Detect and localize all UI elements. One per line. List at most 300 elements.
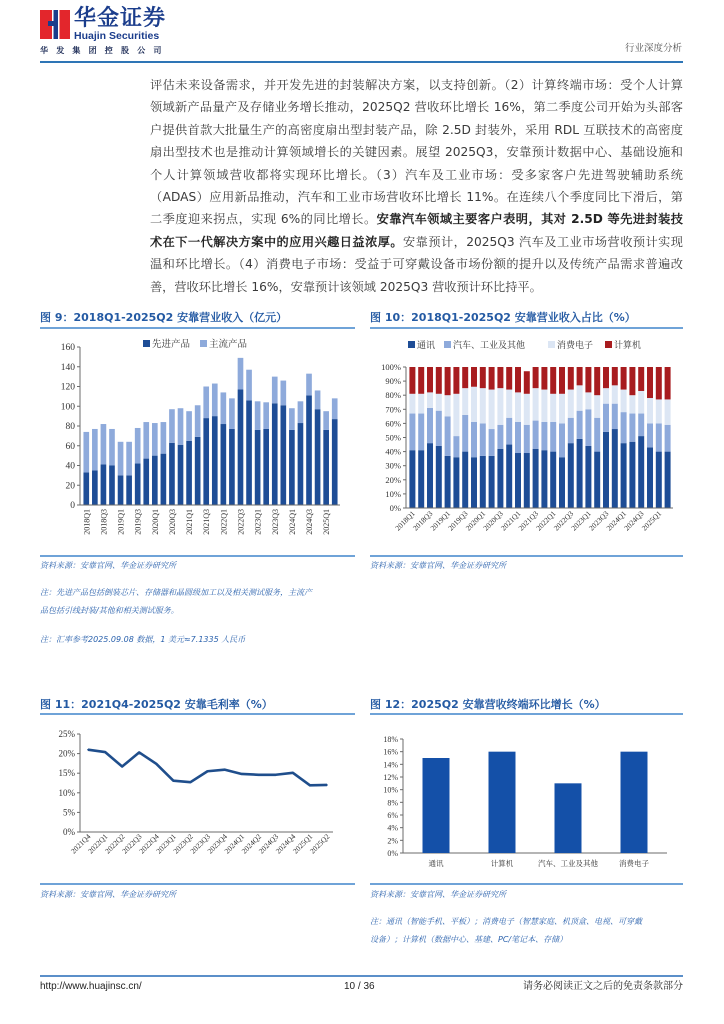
- bar-automotive-industrial: [515, 422, 521, 453]
- x-tick-label: 2024Q3: [305, 509, 315, 535]
- legend-swatch: [605, 341, 612, 348]
- x-tick-label: 2024Q4: [273, 832, 298, 856]
- bar-automotive-industrial: [427, 408, 433, 443]
- bar-mainstream: [246, 370, 252, 401]
- bar-mainstream: [306, 374, 312, 396]
- bar-mainstream: [186, 411, 192, 441]
- y-tick-label: 100: [60, 402, 75, 413]
- y-tick-label: 20%: [385, 474, 401, 485]
- bar-mainstream: [229, 398, 235, 429]
- bar-advanced: [298, 423, 304, 505]
- bar-advanced: [143, 459, 149, 505]
- data-point: [87, 749, 89, 751]
- bar-consumer: [497, 388, 503, 425]
- x-tick-label: 2024Q1: [222, 832, 247, 856]
- y-tick-label: 10%: [383, 785, 398, 795]
- figure-12-note: 设备）；计算机（数据中心、基建、PC/笔记本、存储）: [370, 935, 568, 944]
- bar-mainstream: [143, 422, 149, 459]
- bar-communications: [480, 456, 486, 508]
- bar-automotive-industrial: [480, 423, 486, 455]
- y-tick-label: 60%: [385, 418, 401, 429]
- bar-mainstream: [332, 398, 338, 419]
- y-tick-label: 25%: [58, 729, 75, 739]
- bar-advanced: [152, 456, 158, 505]
- figure-12-title: 图 12：2025Q2 安靠营收终端环比增长（%）: [370, 698, 606, 711]
- bar-advanced: [306, 395, 312, 505]
- body-line: [150, 208, 683, 230]
- logo: [40, 10, 70, 39]
- bar-computing: [506, 367, 512, 390]
- bar-consumer: [445, 395, 451, 416]
- data-point: [224, 769, 226, 771]
- bar-automotive-industrial: [453, 436, 459, 457]
- bar-advanced: [203, 418, 209, 505]
- legend-label: 主流产品: [209, 340, 248, 350]
- bar-computing: [603, 367, 609, 388]
- y-tick-label: 20%: [58, 748, 75, 759]
- bar-computing: [524, 371, 530, 394]
- y-tick-label: 80%: [385, 390, 401, 401]
- x-tick-label: 2018Q3: [99, 509, 109, 535]
- data-point: [292, 772, 294, 774]
- report-type: 行业深度分析: [624, 43, 682, 54]
- bar-communications: [506, 445, 512, 508]
- bar-computing: [550, 367, 556, 394]
- body-line: [150, 276, 683, 298]
- x-tick-label: 2019Q1: [428, 509, 453, 533]
- x-tick-label: 2023Q1: [154, 832, 178, 856]
- bar-mainstream: [169, 409, 175, 443]
- bar-automotive-industrial: [524, 425, 530, 453]
- bar-communications: [656, 452, 662, 508]
- bar-mainstream: [280, 381, 286, 406]
- bar-computing: [665, 367, 671, 399]
- text-segment: （ADAS）应用新品推动，汽车和工业市场营收环比增长 11%。在连续八个季度同比下滑后，第: [150, 189, 683, 204]
- bar-automotive-industrial: [497, 425, 503, 449]
- bar-advanced: [332, 419, 338, 505]
- bar-automotive-industrial: [585, 409, 591, 446]
- bar-growth: [555, 783, 582, 853]
- x-tick-label: 2024Q2: [239, 832, 264, 856]
- bar-computing: [559, 367, 565, 394]
- bar-communications: [568, 443, 574, 508]
- text-segment: 评估未来设备需求，并开发先进的封装解决方案，以支持创新。（2）计算终端市场：受个人计算: [150, 78, 683, 92]
- bar-consumer: [665, 399, 671, 424]
- figure-12-source: 资料来源：安靠官网、华金证券研究所: [370, 890, 506, 899]
- bar-communications: [577, 439, 583, 508]
- brand-name-en: Huajin Securities: [74, 30, 160, 42]
- bar-communications: [647, 447, 653, 508]
- bar-computing: [629, 367, 635, 395]
- y-tick-label: 5%: [63, 807, 75, 818]
- data-point: [121, 766, 123, 768]
- bar-communications: [541, 450, 547, 508]
- bar-consumer: [647, 398, 653, 423]
- text-segment: 温和环比增长。（4）消费电子市场：受益于可穿戴设备市场份额的提升以及传统产品需求普遍改: [150, 257, 683, 272]
- bar-automotive-industrial: [612, 404, 618, 429]
- bar-mainstream: [195, 405, 201, 437]
- bar-communications: [629, 442, 635, 508]
- bar-mainstream: [101, 424, 107, 464]
- figure-11-title-rule: [40, 713, 355, 715]
- x-tick-label: 2022Q1: [219, 509, 229, 535]
- figure-11-chart: [40, 718, 355, 878]
- bar-computing: [462, 367, 468, 388]
- bar-automotive-industrial: [418, 414, 424, 451]
- bar-mainstream: [83, 432, 89, 472]
- data-point: [326, 784, 328, 786]
- bar-consumer: [418, 394, 424, 414]
- bar-automotive-industrial: [506, 418, 512, 445]
- bar-communications: [524, 453, 530, 508]
- bar-advanced: [186, 441, 192, 505]
- bar-mainstream: [221, 392, 227, 424]
- figure-11-source: 资料来源：安靠官网、华金证券研究所: [40, 890, 176, 899]
- body-line: [150, 119, 683, 141]
- figure-9-title: 图 9：2018Q1-2025Q2 安靠营业收入（亿元）: [40, 311, 288, 324]
- y-tick-label: 15%: [58, 768, 75, 779]
- bar-communications: [585, 446, 591, 508]
- y-tick-label: 70%: [385, 404, 401, 415]
- body-line: [150, 96, 683, 118]
- y-tick-label: 40: [65, 461, 75, 472]
- bar-mainstream: [263, 402, 269, 429]
- x-tick-label: 2022Q2: [103, 832, 127, 856]
- bar-communications: [445, 456, 451, 508]
- figure-11-title: 图 11：2021Q4-2025Q2 安靠毛利率（%）: [40, 698, 273, 711]
- bar-communications: [533, 449, 539, 508]
- y-tick-label: 8%: [387, 798, 398, 808]
- text-segment: 二季度迎来拐点，实现 6%的同比增长。: [150, 212, 377, 227]
- x-tick-label: 2022Q3: [551, 509, 576, 533]
- bar-consumer: [603, 388, 609, 404]
- x-tick-label: 2020Q1: [463, 509, 488, 533]
- bar-communications: [497, 449, 503, 508]
- figure-12-chart: [365, 718, 683, 878]
- text-segment: 善，营收环比增长 16%，安靠预计该领域 2025Q3 营收预计环比持平。: [150, 279, 542, 294]
- page-number: 10 / 36: [344, 981, 375, 992]
- bar-mainstream: [255, 401, 261, 430]
- bar-consumer: [524, 394, 530, 425]
- footer-url-link[interactable]: http://www.huajinsc.cn/: [40, 981, 142, 992]
- x-tick-label: 2023Q3: [188, 832, 212, 856]
- body-paragraph: [150, 74, 683, 298]
- bar-automotive-industrial: [594, 418, 600, 452]
- data-point: [155, 763, 157, 765]
- legend-label: 消费电子: [557, 340, 594, 350]
- x-tick-label: 2021Q1: [498, 509, 523, 533]
- bar-computing: [638, 367, 644, 391]
- x-tick-label: 2022Q4: [137, 832, 161, 856]
- bar-automotive-industrial: [462, 415, 468, 452]
- y-tick-label: 0%: [63, 827, 75, 837]
- legend-label: 计算机: [614, 340, 642, 350]
- bar-automotive-industrial: [638, 414, 644, 437]
- y-tick-label: 160: [60, 343, 75, 353]
- data-point: [309, 785, 311, 787]
- bar-consumer: [612, 385, 618, 403]
- bar-mainstream: [161, 422, 167, 454]
- y-tick-label: 140: [60, 362, 75, 373]
- bar-mainstream: [272, 377, 278, 404]
- x-tick-label: 2025Q2: [307, 832, 332, 856]
- y-tick-label: 2%: [387, 836, 398, 846]
- y-tick-label: 80: [65, 422, 75, 432]
- bar-advanced: [246, 400, 252, 505]
- bar-advanced: [195, 437, 201, 505]
- bar-consumer: [453, 394, 459, 436]
- bar-advanced: [323, 430, 329, 505]
- bar-advanced: [169, 443, 175, 505]
- x-tick-label: 2021Q1: [185, 509, 195, 535]
- bar-mainstream: [212, 384, 218, 417]
- header-divider: [40, 61, 683, 63]
- logo-mark-icon: [40, 10, 70, 39]
- y-tick-label: 6%: [387, 811, 398, 820]
- bar-mainstream: [118, 442, 124, 476]
- x-tick-label: 2024Q1: [287, 509, 297, 535]
- body-line: [150, 186, 683, 208]
- bar-consumer: [489, 390, 495, 429]
- bar-communications: [436, 446, 442, 508]
- bar-advanced: [221, 424, 227, 505]
- data-point: [207, 770, 209, 772]
- x-tick-label: 2023Q1: [569, 509, 593, 533]
- bar-consumer: [577, 385, 583, 410]
- bar-consumer: [550, 394, 556, 422]
- bold-text-segment: 安靠汽车领域主要客户表明，其对 2.5D 等先进封装技: [376, 212, 683, 227]
- bar-consumer: [559, 394, 565, 424]
- x-tick-label: 2022Q1: [534, 509, 558, 533]
- text-segment: 户提供首款大批量生产的高密度扇出型封装产品，除 2.5D 封装外，采用 RDL 互联技术的高密度: [150, 122, 683, 137]
- bar-automotive-industrial: [621, 412, 627, 443]
- figure-9-note: 注：先进产品包括倒装芯片、存储器和晶圆级加工以及相关测试服务，主流产: [40, 588, 312, 597]
- bar-consumer: [656, 399, 662, 423]
- x-tick-label: 2022Q3: [120, 832, 144, 856]
- figure-12-title-rule: [370, 713, 683, 715]
- bar-automotive-industrial: [647, 423, 653, 447]
- bar-mainstream: [92, 429, 98, 470]
- bar-consumer: [409, 394, 415, 414]
- bar-mainstream: [289, 408, 295, 430]
- body-line: [150, 74, 683, 96]
- bar-computing: [418, 367, 424, 394]
- figure-9-bottom-rule: [40, 555, 355, 557]
- bar-computing: [489, 367, 495, 390]
- data-point: [104, 751, 106, 753]
- x-tick-label: 2020Q3: [167, 509, 177, 535]
- figure-9-note: 品包括引线封装/其他和相关测试服务。: [40, 606, 179, 615]
- y-tick-label: 20: [65, 481, 75, 492]
- brand-group-name: 华发集团控股公司: [40, 46, 170, 55]
- bar-computing: [427, 367, 433, 392]
- bar-automotive-industrial: [577, 411, 583, 439]
- bar-computing: [453, 367, 459, 394]
- figure-11-bottom-rule: [40, 883, 355, 885]
- bar-automotive-industrial: [436, 411, 442, 446]
- y-tick-label: 120: [60, 382, 75, 393]
- bar-advanced: [161, 454, 167, 505]
- x-tick-label: 2024Q3: [622, 509, 646, 533]
- y-tick-label: 0%: [389, 503, 401, 513]
- figure-10-source: 资料来源：安靠官网、华金证券研究所: [370, 561, 506, 570]
- body-line: [150, 231, 683, 253]
- x-tick-label: 2019Q3: [446, 509, 470, 533]
- bar-consumer: [585, 392, 591, 409]
- bar-automotive-industrial: [489, 429, 495, 456]
- x-tick-label: 2024Q1: [604, 509, 629, 533]
- figure-9-source: 资料来源：安靠官网、华金证券研究所: [40, 561, 176, 570]
- data-point: [173, 780, 175, 782]
- bar-mainstream: [203, 387, 209, 419]
- data-point: [241, 773, 243, 775]
- bar-mainstream: [315, 390, 321, 409]
- body-line: [150, 253, 683, 275]
- x-category-label: 消费电子: [619, 859, 649, 868]
- x-tick-label: 2022Q1: [86, 832, 110, 856]
- bar-automotive-industrial: [541, 422, 547, 450]
- bar-consumer: [462, 388, 468, 415]
- figure-9-title-rule: [40, 327, 355, 329]
- bar-advanced: [212, 416, 218, 505]
- bar-communications: [638, 436, 644, 508]
- bar-computing: [656, 367, 662, 399]
- bar-computing: [541, 367, 547, 390]
- text-segment: 领域新产品量产及存储业务增长推动，2025Q2 营收环比增长 16%，第二季度公司开始为头部客: [150, 100, 683, 115]
- bar-computing: [480, 367, 486, 388]
- bar-advanced: [135, 464, 141, 505]
- figure-10-title-rule: [370, 327, 683, 329]
- legend-label: 汽车、工业及其他: [453, 340, 526, 350]
- x-tick-label: 2020Q3: [481, 509, 505, 533]
- x-tick-label: 2020Q1: [150, 509, 160, 535]
- x-tick-label: 2019Q3: [133, 509, 143, 535]
- x-tick-label: 2025Q1: [290, 832, 315, 856]
- legend-swatch: [143, 340, 150, 347]
- body-line: [150, 141, 683, 163]
- bar-computing: [594, 367, 600, 395]
- exchange-rate-note: 注：汇率参考2025.09.08 数据，1 美元≈7.1335 人民币: [40, 635, 246, 644]
- bar-consumer: [480, 388, 486, 423]
- bar-communications: [453, 457, 459, 508]
- bar-computing: [647, 367, 653, 398]
- bar-advanced: [289, 430, 295, 505]
- x-tick-label: 2018Q3: [410, 509, 435, 533]
- bar-advanced: [263, 429, 269, 505]
- bar-advanced: [178, 445, 184, 505]
- bar-communications: [471, 457, 477, 508]
- bar-communications: [665, 452, 671, 508]
- bar-mainstream: [152, 423, 158, 456]
- bar-automotive-industrial: [409, 414, 415, 451]
- bar-mainstream: [135, 428, 141, 464]
- x-tick-label: 2023Q3: [586, 509, 611, 533]
- data-point: [275, 774, 277, 776]
- y-tick-label: 14%: [383, 760, 398, 770]
- text-segment: 扇出型技术也是推动计算领域增长的关键因素。展望 2025Q3，安靠预计数据中心、基础设施和: [150, 145, 683, 160]
- bar-advanced: [83, 472, 89, 505]
- x-tick-label: 2023Q1: [253, 509, 263, 535]
- y-tick-label: 50%: [385, 432, 401, 443]
- bar-advanced: [92, 470, 98, 505]
- bar-advanced: [272, 403, 278, 505]
- bar-automotive-industrial: [471, 422, 477, 457]
- bar-mainstream: [298, 401, 304, 423]
- bar-automotive-industrial: [559, 423, 565, 457]
- bar-consumer: [541, 390, 547, 422]
- text-segment: 安靠预计，2025Q3 汽车及工业市场营收预计实现: [403, 234, 683, 249]
- x-tick-label: 2022Q3: [236, 509, 246, 535]
- bar-growth: [489, 752, 516, 853]
- y-tick-label: 16%: [383, 747, 398, 757]
- bar-computing: [436, 367, 442, 394]
- figure-12-bottom-rule: [370, 883, 683, 885]
- bar-advanced: [238, 389, 244, 505]
- x-tick-label: 2018Q1: [82, 509, 92, 535]
- y-tick-label: 10%: [385, 488, 401, 499]
- figure-10-chart: [365, 333, 683, 553]
- y-tick-label: 30%: [385, 460, 401, 471]
- bar-automotive-industrial: [568, 418, 574, 443]
- x-tick-label: 2021Q3: [202, 509, 212, 535]
- bar-computing: [497, 367, 503, 388]
- bar-mainstream: [126, 442, 132, 476]
- gross-margin-line: [88, 750, 327, 786]
- y-tick-label: 0%: [387, 849, 398, 858]
- bar-computing: [533, 367, 539, 388]
- bar-computing: [568, 367, 574, 390]
- legend-label: 先进产品: [152, 340, 191, 350]
- bar-consumer: [471, 387, 477, 422]
- bar-automotive-industrial: [629, 414, 635, 442]
- bar-automotive-industrial: [445, 416, 451, 455]
- brand-name-cn: 华金证券: [74, 6, 167, 31]
- bar-advanced: [118, 475, 124, 505]
- y-tick-label: 12%: [383, 773, 398, 782]
- legend-swatch: [408, 341, 415, 348]
- bar-automotive-industrial: [550, 422, 556, 452]
- x-tick-label: 2025Q1: [639, 509, 664, 533]
- legend-swatch: [444, 341, 451, 348]
- bar-advanced: [255, 430, 261, 505]
- bar-communications: [409, 450, 415, 508]
- y-tick-label: 40%: [385, 446, 401, 457]
- figure-10-bottom-rule: [370, 555, 683, 557]
- bar-automotive-industrial: [656, 423, 662, 451]
- bar-advanced: [315, 409, 321, 505]
- y-tick-label: 60: [65, 441, 75, 452]
- bar-communications: [489, 456, 495, 508]
- bar-communications: [621, 443, 627, 508]
- x-tick-label: 2025Q1: [322, 509, 332, 535]
- y-tick-label: 90%: [385, 376, 401, 387]
- bar-computing: [621, 367, 627, 390]
- x-tick-label: 2019Q1: [116, 509, 126, 535]
- bar-growth: [621, 752, 648, 853]
- figure-9-chart: [40, 333, 355, 553]
- x-tick-label: 2018Q1: [393, 509, 417, 533]
- bar-consumer: [638, 391, 644, 414]
- bar-communications: [612, 429, 618, 508]
- x-category-label: 汽车、工业及其他: [538, 859, 598, 868]
- bar-communications: [550, 452, 556, 508]
- bar-computing: [577, 367, 583, 385]
- x-tick-label: 2021Q4: [68, 832, 93, 856]
- bar-mainstream: [238, 358, 244, 390]
- body-line: [150, 164, 683, 186]
- bar-computing: [612, 367, 618, 385]
- figure-10-title: 图 10：2018Q1-2025Q2 安靠营业收入占比（%）: [370, 311, 636, 324]
